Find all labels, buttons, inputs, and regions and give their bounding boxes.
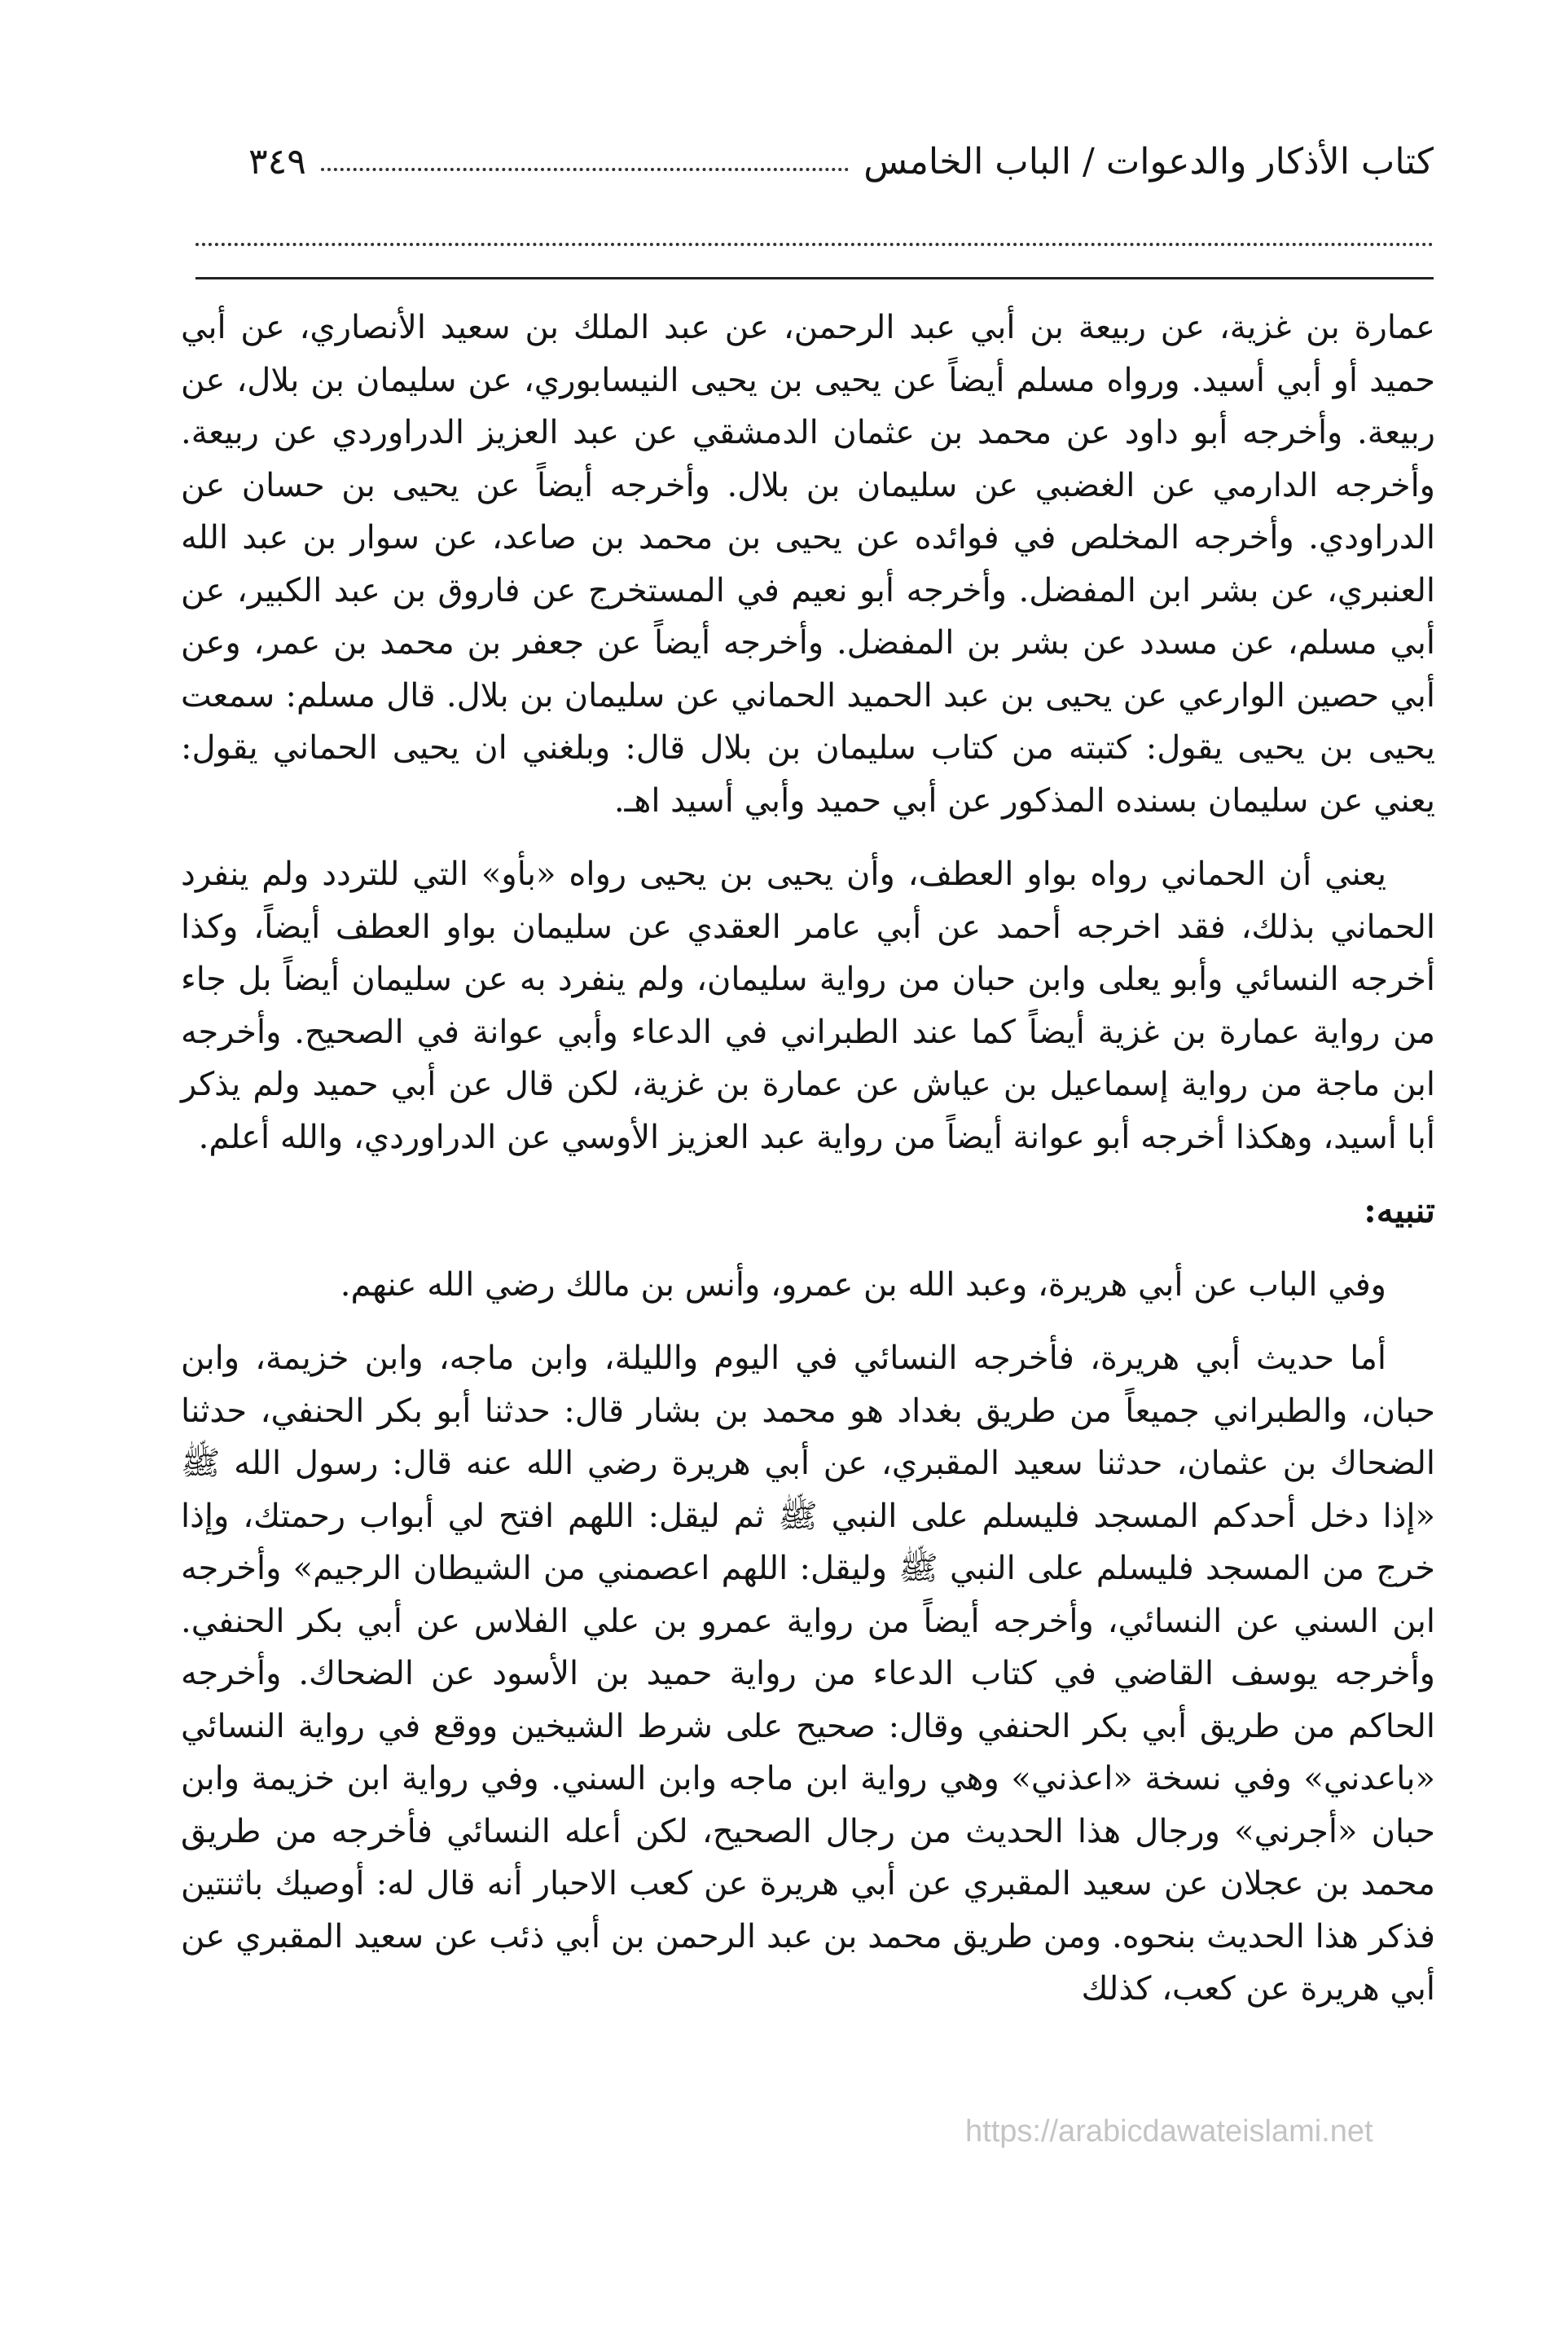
page-body xyxy=(181,301,1435,2016)
paragraph-3: وفي الباب عن أبي هريرة، وعبد الله بن عمرو، وأنس بن مالك رضي الله عنهم. xyxy=(340,1265,1386,1304)
watermark-url: https://arabicdawateislami.net xyxy=(965,2114,1373,2149)
page-number: ٣٤٩ xyxy=(248,140,306,183)
paragraph-gap xyxy=(181,827,1435,848)
chapter-title: كتاب الأذكار والدعوات / الباب الخامس xyxy=(863,140,1434,183)
paragraph-1: عمارة بن غزية، عن ربيعة بن أبي عبد الرحمن، عن عبد الملك بن سعيد الأنصاري، عن أبي حميد أو أبي أسيد. ورواه مسلم أيضاً عن يحيى بن يحيى النيسابوري، عن سليمان بن بلال، عن ربيعة. وأخرجه أبو داود عن محمد بن عثمان الدمشقي عن عبد العزيز الدراوردي عن ربيعة. وأخرجه الدارمي عن الغضبي عن سليمان بن بلال. وأخرجه أيضاً عن يحيى بن حسان عن الدراودي. وأخرجه المخلص في فوائده عن يحيى بن محمد بن صاعد، عن سوار بن عبد الله العنبري، عن بشر ابن المفضل. وأخرجه أبو نعيم في المستخرج عن فاروق بن عبد الكبير، عن أبي مسلم، عن مسدد عن بشر بن المفضل. وأخرجه أيضاً عن جعفر بن محمد بن عمر، وعن أبي حصين الوارعي عن يحيى بن عبد الحميد الحماني عن سليمان بن بلال. قال مسلم: سمعت يحيى بن يحيى يقول: كتبته من كتاب سليمان بن بلال قال: وبلغني ان يحيى الحماني يقول: يعني عن سليمان بسنده المذكور عن أبي حميد وأبي أسيد اهـ. xyxy=(181,309,1436,820)
paragraph-gap xyxy=(181,1164,1435,1185)
running-header xyxy=(248,137,1434,186)
header-rule xyxy=(195,277,1434,279)
paragraph-gap xyxy=(181,1311,1435,1332)
section-heading: تنبيه: xyxy=(1364,1190,1435,1230)
header-leader-dots xyxy=(321,168,849,171)
dotted-separator xyxy=(195,243,1434,246)
paragraph-2: يعني أن الحماني رواه بواو العطف، وأن يحيى بن يحيى رواه «بأو» التي للتردد ولم ينفرد الحماني بذلك، فقد اخرجه أحمد عن أبي عامر العقدي عن سليمان بواو العطف أيضاً، وكذا أخرجه النسائي وأبو يعلى وابن حبان من رواية سليمان، ولم ينفرد به عن سليمان أيضاً بل جاء من رواية عمارة بن غزية أيضاً كما عند الطبراني في الدعاء وأبي عوانة في الصحيح. وأخرجه ابن ماجة من رواية إسماعيل بن عياش عن عمارة بن غزية، لكن قال عن أبي حميد ولم يذكر أبا أسيد، وهكذا أخرجه أبو عوانة أيضاً من رواية عبد العزيز الأوسي عن الدراوردي، والله أعلم. xyxy=(181,856,1435,1156)
paragraph-4: أما حديث أبي هريرة، فأخرجه النسائي في اليوم والليلة، وابن ماجه، وابن خزيمة، وابن حبان، والطبراني جميعاً من طريق بغداد هو محمد بن بشار قال: حدثنا أبو بكر الحنفي، حدثنا الضحاك بن عثمان، حدثنا سعيد المقبري، عن أبي هريرة رضي الله عنه قال: رسول الله ﷺ «إذا دخل أحدكم المسجد فليسلم على النبي ﷺ ثم ليقل: اللهم افتح لي أبواب رحمتك، وإذا خرج من المسجد فليسلم على النبي ﷺ وليقل: اللهم اعصمني من الشيطان الرجيم» وأخرجه ابن السني عن النسائي، وأخرجه أيضاً من رواية عمرو بن علي الفلاس عن أبي بكر الحنفي. وأخرجه يوسف القاضي في كتاب الدعاء من رواية حميد بن الأسود عن الضحاك. وأخرجه الحاكم من طريق أبي بكر الحنفي وقال: صحيح على شرط الشيخين ووقع في رواية النسائي «باعدني» وفي نسخة «اعذني» وهي رواية ابن ماجه وابن السني. وفي رواية ابن خزيمة وابن حبان «أجرني» ورجال هذا الحديث من رجال الصحيح، لكن أعله النسائي فأخرجه من طريق محمد بن عجلان عن سعيد المقبري عن أبي هريرة عن كعب الاحبار أنه قال له: أوصيك باثنتين فذكر هذا الحديث بنحوه. ومن طريق محمد بن عبد الرحمن بن أبي ذئب عن سعيد المقبري عن أبي هريرة عن كعب، كذلك xyxy=(181,1339,1435,2008)
paragraph-gap xyxy=(181,1238,1435,1259)
